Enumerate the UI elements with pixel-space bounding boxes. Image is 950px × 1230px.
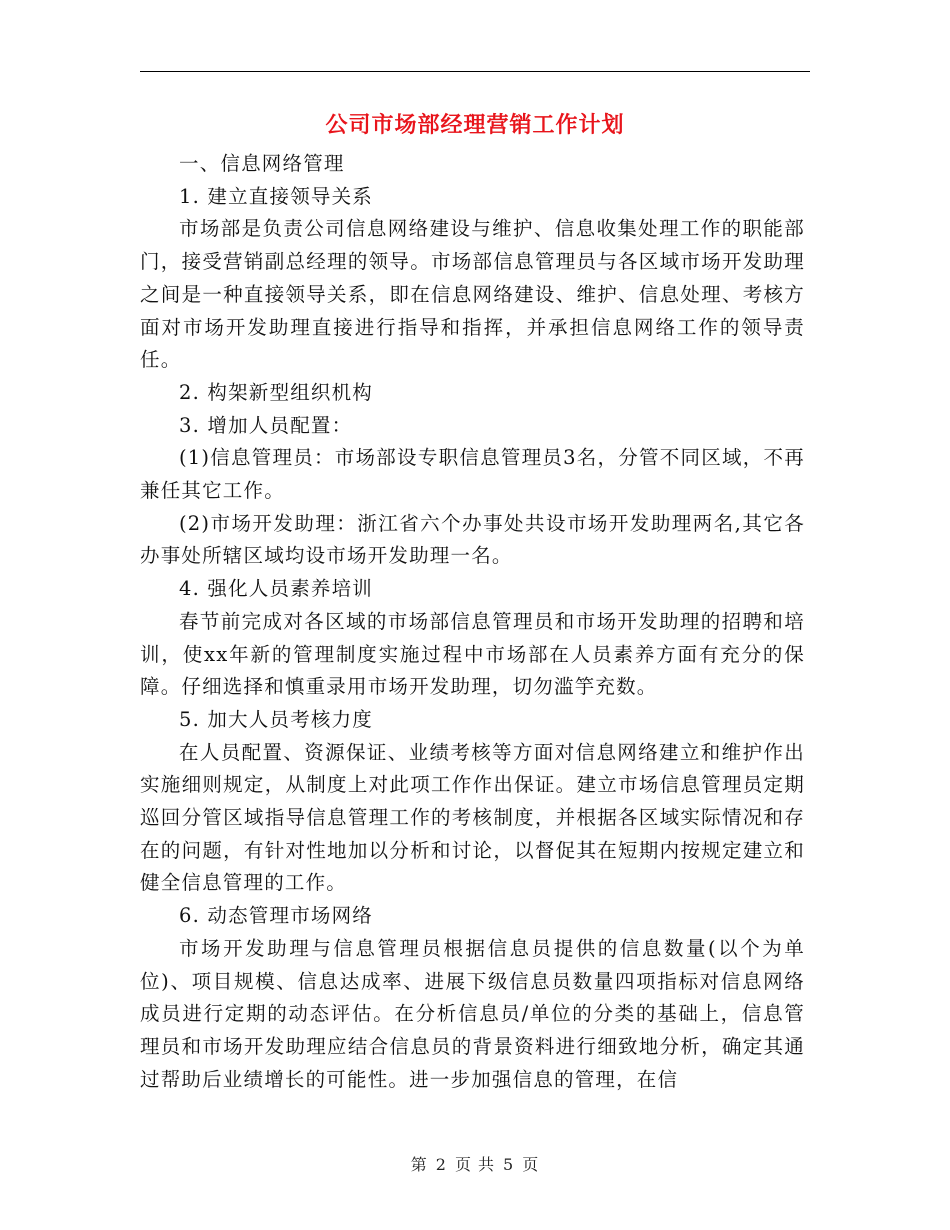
footer-current-page: 2 (435, 1155, 447, 1174)
heading-item-4: 4. 强化人员素养培训 (179, 577, 374, 601)
footer-mid: 页 共 (454, 1155, 496, 1174)
footer-prefix: 第 (410, 1155, 428, 1174)
paragraph-dynamic-management: 市场开发助理与信息管理员根据信息员提供的信息数量(以个为单位)、项目规模、信息达成率、进展下级信息员数量四项指标对信息网络成员进行定期的动态评估。在分析信息员/单位的分类的基础上，信息管理员和市场开发助理应结合信息员的背景资料进行细致地分析，确定其通过帮助后业绩增长的可能性。进一步加强信息的管理，在信 (140, 936, 805, 1091)
heading-item-6: 6. 动态管理市场网络 (179, 904, 374, 928)
paragraph-training: 春节前完成对各区域的市场部信息管理员和市场开发助理的招聘和培训，使xx年新的管理制度实施过程中市场部在人员素养方面有充分的保障。仔细选择和慎重录用市场开发助理，切勿滥竽充数。 (140, 609, 805, 699)
paragraph-leadership: 市场部是负责公司信息网络建设与维护、信息收集处理工作的职能部门，接受营销副总经理的领导。市场部信息管理员与各区域市场开发助理之间是一种直接领导关系，即在信息网络建设、维护、信息处理、考核方面对市场开发助理直接进行指导和指挥，并承担信息网络工作的领导责任。 (140, 217, 805, 372)
paragraph-info-manager: (1)信息管理员：市场部设专职信息管理员3名，分管不同区域，不再兼任其它工作。 (140, 446, 805, 503)
heading-item-5: 5. 加大人员考核力度 (179, 707, 374, 731)
heading-item-2: 2. 构架新型组织机构 (179, 380, 374, 404)
heading-item-3: 3. 增加人员配置： (179, 413, 353, 437)
page-footer (0, 1152, 950, 1175)
footer-suffix: 页 (522, 1155, 540, 1174)
heading-item-1: 1. 建立直接领导关系 (179, 184, 374, 208)
document-title: 公司市场部经理营销工作计划 (325, 112, 625, 138)
paragraph-market-assistant: (2)市场开发助理：浙江省六个办事处共设市场开发助理两名,其它各办事处所辖区域均设市场开发助理一名。 (140, 511, 805, 568)
footer-total-pages: 5 (503, 1155, 515, 1174)
header-rule (140, 71, 810, 72)
document-body (140, 148, 805, 1096)
paragraph-assessment: 在人员配置、资源保证、业绩考核等方面对信息网络建立和维护作出实施细则规定，从制度上对此项工作作出保证。建立市场信息管理员定期巡回分管区域指导信息管理工作的考核制度，并根据各区域实际情况和存在的问题，有针对性地加以分析和讨论，以督促其在短期内按规定建立和健全信息管理的工作。 (140, 740, 805, 895)
heading-section-1: 一、信息网络管理 (179, 152, 345, 175)
